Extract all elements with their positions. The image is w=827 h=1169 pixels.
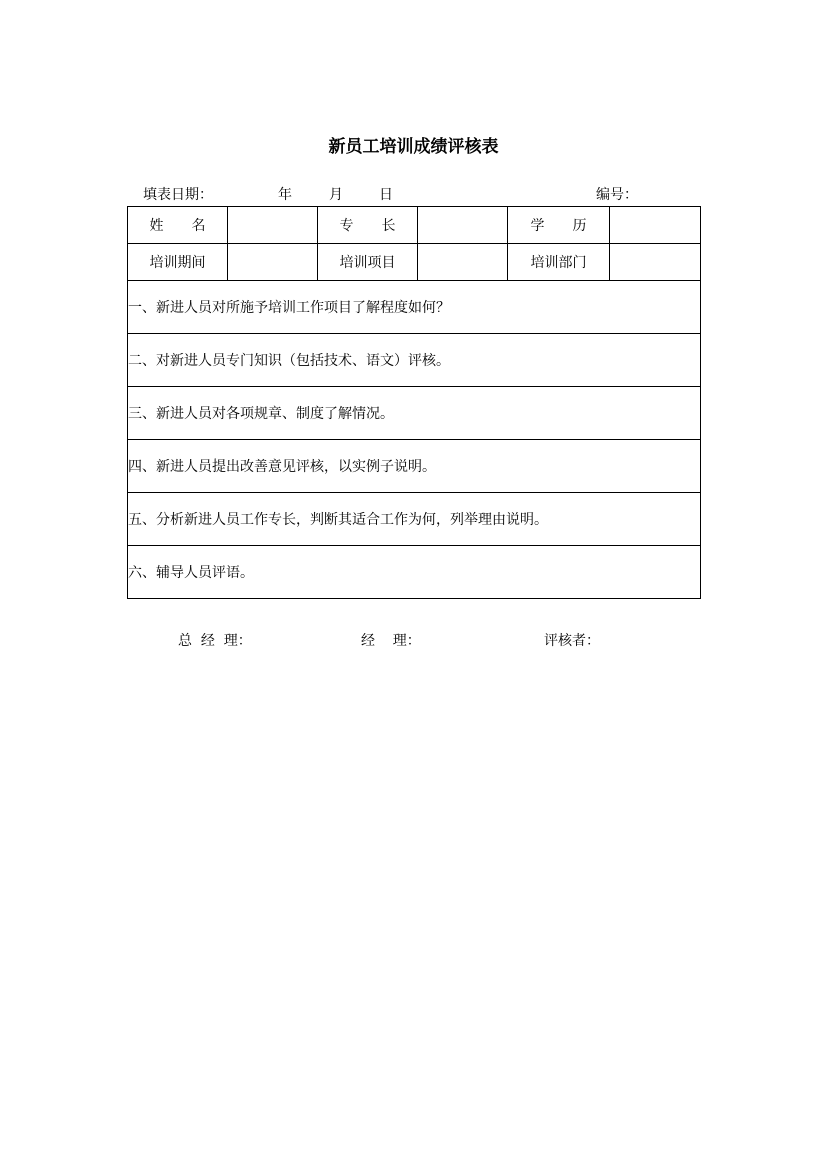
manager-label: 经 理： (361, 633, 421, 649)
training-department-label: 培训部门 (508, 244, 610, 281)
day-label: 日 (379, 187, 393, 203)
section-row-3 (128, 387, 701, 440)
section-cell[interactable] (128, 546, 701, 599)
info-row-training (128, 244, 701, 281)
training-project-label: 培训项目 (318, 244, 418, 281)
section-5-text: 五、分析新进人员工作专长，判断其适合工作为何，列举理由说明。 (128, 512, 548, 528)
section-4-text: 四、新进人员提出改善意见评核，以实例子说明。 (128, 459, 436, 475)
training-department-field[interactable] (610, 244, 701, 281)
month-label: 月 (329, 187, 343, 203)
section-2-text: 二、对新进人员专门知识（包括技术、语文）评核。 (128, 353, 450, 369)
name-label: 姓 名 (128, 207, 228, 244)
training-project-field[interactable] (418, 244, 508, 281)
section-row-5 (128, 493, 701, 546)
education-field[interactable] (610, 207, 701, 244)
section-row-2 (128, 334, 701, 387)
training-period-label: 培训期间 (128, 244, 228, 281)
specialty-field[interactable] (418, 207, 508, 244)
year-label: 年 (278, 187, 292, 203)
education-label: 学 历 (508, 207, 610, 244)
section-1-text: 一、新进人员对所施予培训工作项目了解程度如何？ (128, 300, 450, 316)
reviewer-label: 评核者： (544, 633, 600, 649)
training-period-field[interactable] (228, 244, 318, 281)
form-title: 新员工培训成绩评核表 (328, 137, 499, 157)
section-3-text: 三、新进人员对各项规章、制度了解情况。 (128, 406, 394, 422)
section-cell[interactable] (128, 440, 701, 493)
section-cell[interactable] (128, 493, 701, 546)
info-row-personal (128, 207, 701, 244)
section-cell[interactable] (128, 334, 701, 387)
section-cell[interactable] (128, 281, 701, 334)
section-row-1 (128, 281, 701, 334)
general-manager-label: 总 经 理： (178, 633, 252, 649)
section-row-6 (128, 546, 701, 599)
section-cell[interactable] (128, 387, 701, 440)
evaluation-table (127, 206, 701, 599)
section-6-text: 六、辅导人员评语。 (128, 565, 254, 581)
name-field[interactable] (228, 207, 318, 244)
fill-date-label: 填表日期： (143, 187, 213, 203)
section-row-4 (128, 440, 701, 493)
serial-number-label: 编号： (596, 187, 638, 203)
specialty-label: 专 长 (318, 207, 418, 244)
